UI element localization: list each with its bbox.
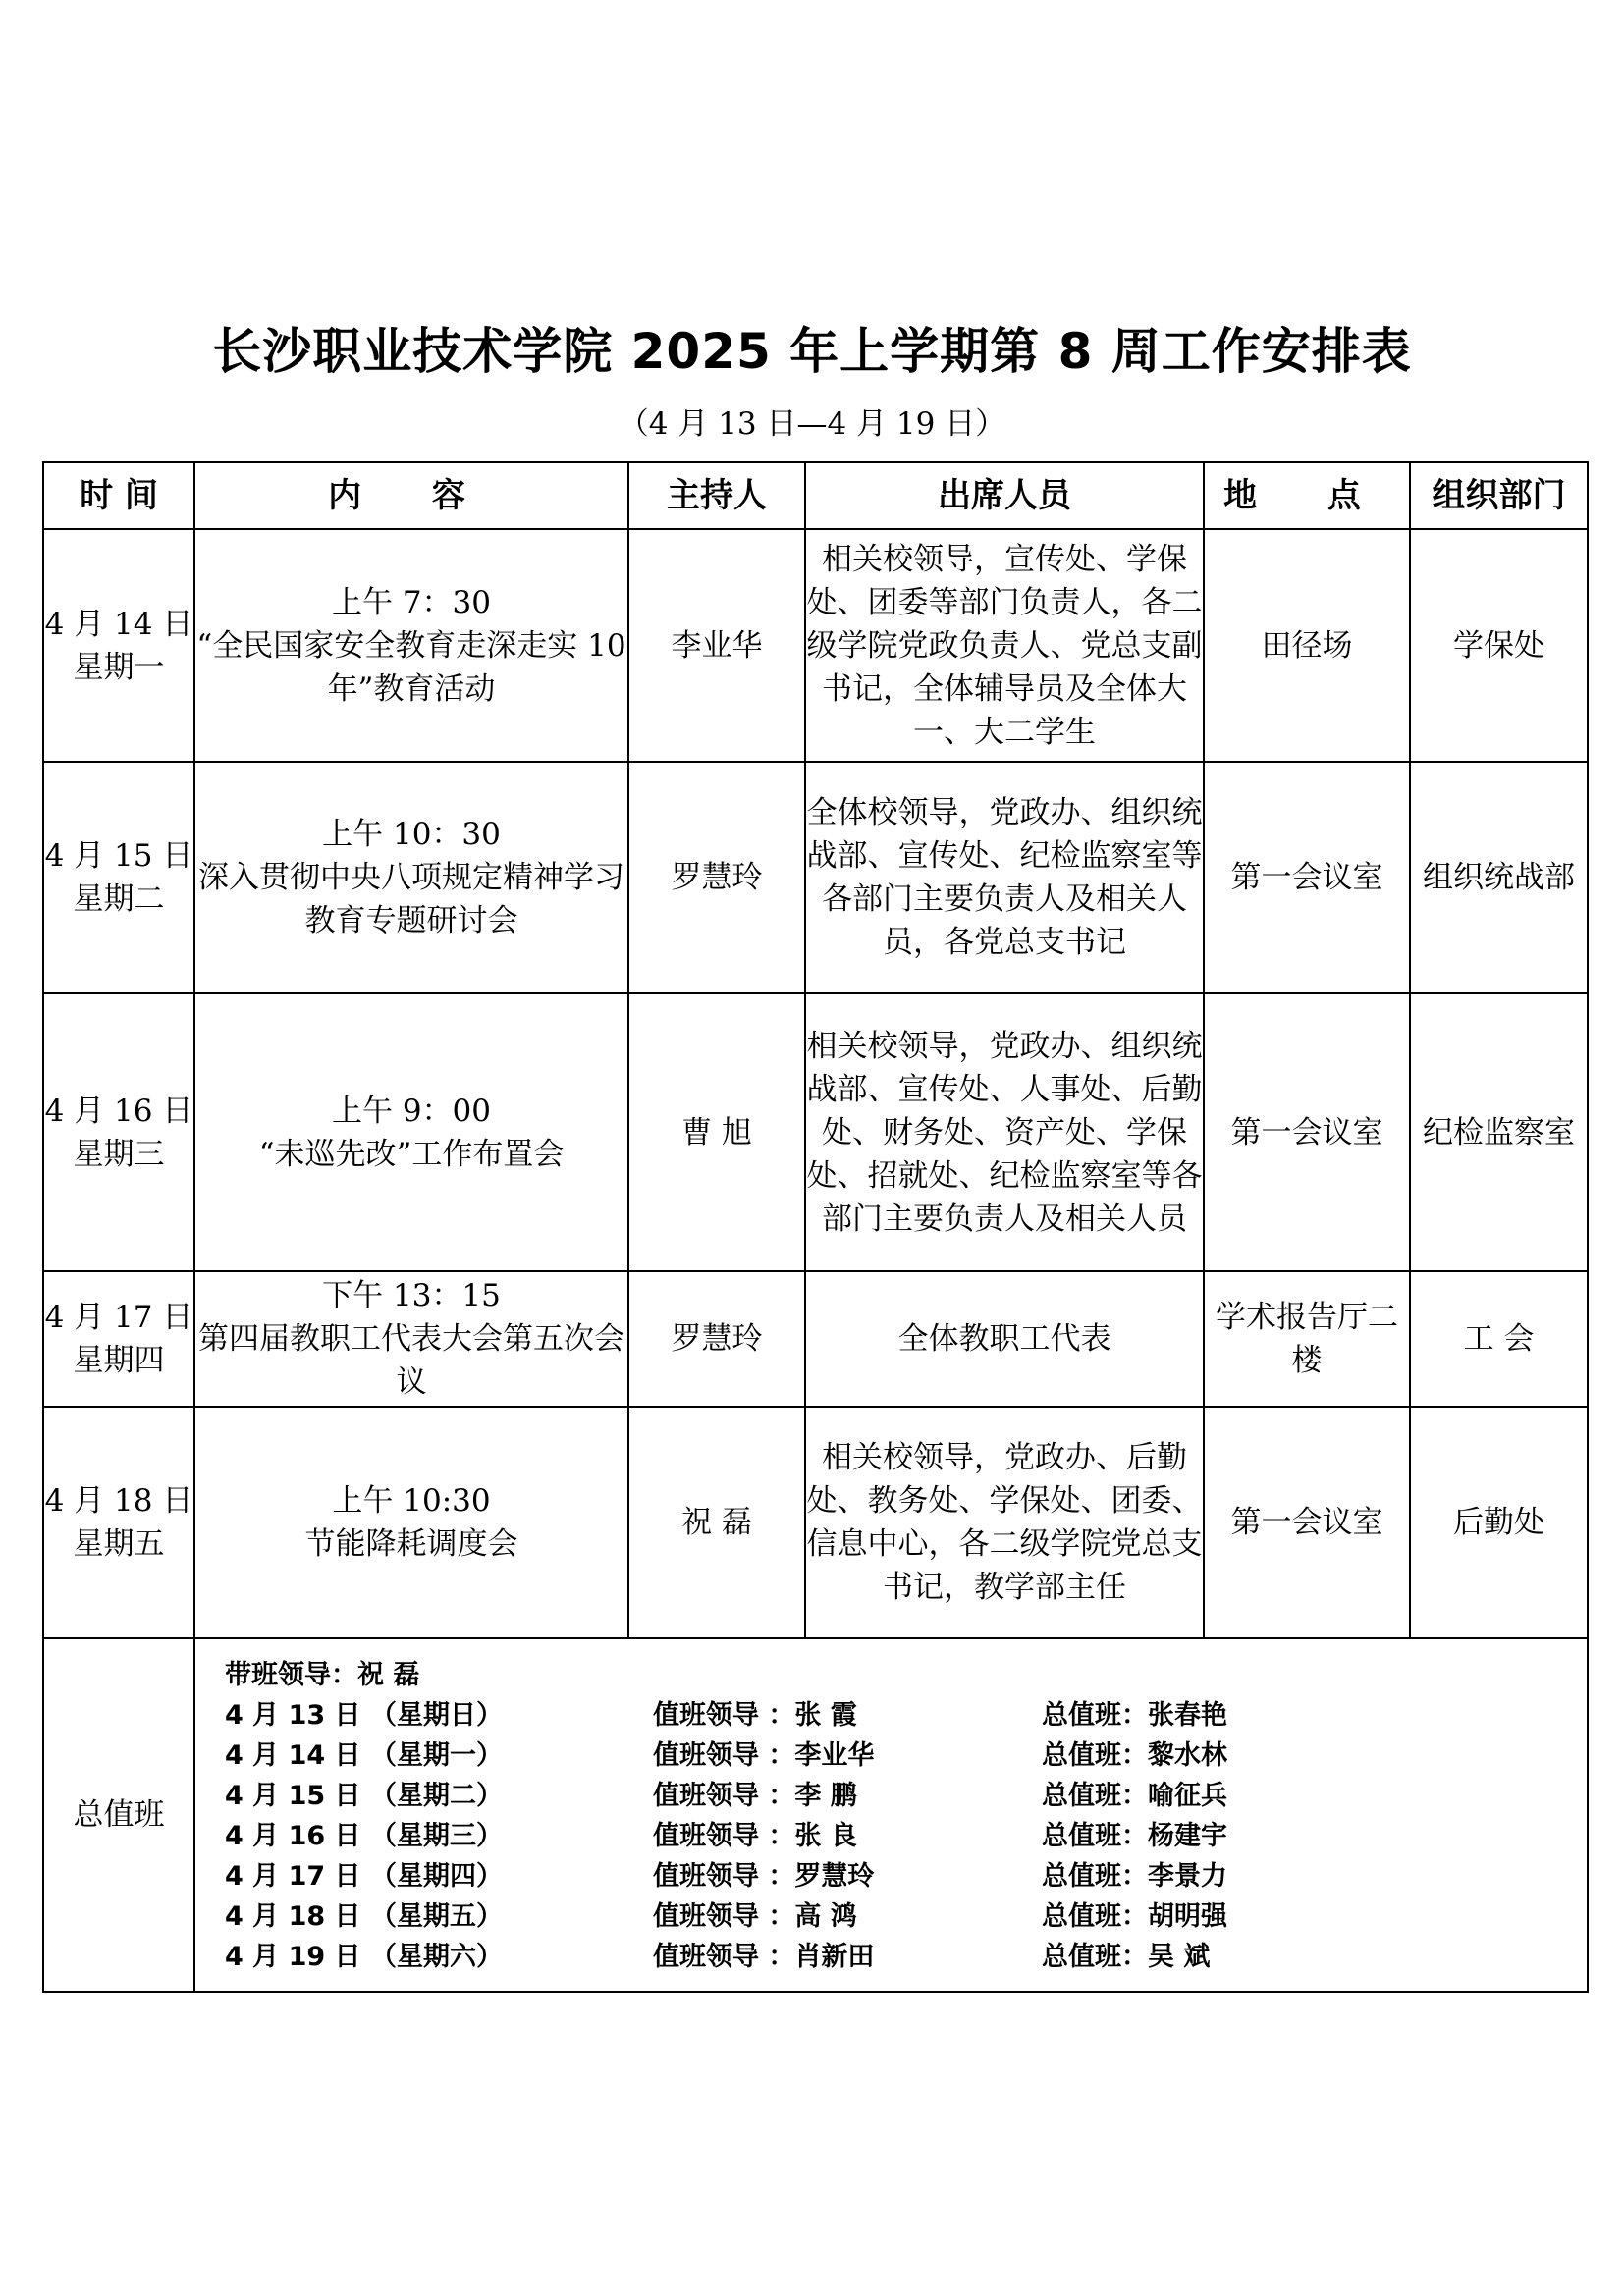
duty-entry [225,1776,1587,1816]
time: 下午 13：15 [322,1278,501,1313]
page-title: 长沙职业技术学院 2025 年上学期第 8 周工作安排表 [212,323,1412,380]
host-cell: 罗慧玲 [628,762,805,993]
weekday: 星期二 [73,881,165,917]
duty-row [43,1638,1588,1992]
duty-entry [225,1896,1587,1937]
host-cell: 曹 旭 [628,993,805,1271]
header-attendees: 出席人员 [805,462,1204,529]
content-cell [194,762,628,993]
header-content: 内 容 [194,462,628,529]
duty-day: 4 月 16 日 （星期三） [225,1821,503,1851]
host-cell: 李业华 [628,529,805,762]
header-time: 时 间 [43,462,194,529]
duty-chief: 总值班：李景力 [1042,1861,1227,1892]
leader-line: 带班领导：祝 磊 [225,1660,420,1690]
duty-label: 总值班 [43,1638,194,1992]
host-cell: 祝 磊 [628,1407,805,1638]
date-cell [43,1407,194,1638]
duty-day: 4 月 19 日 （星期六） [225,1942,503,1972]
location-cell: 第一会议室 [1204,762,1410,993]
department-cell: 纪检监察室 [1410,993,1588,1271]
time: 上午 7：30 [331,584,492,620]
department-cell: 工 会 [1410,1271,1588,1407]
date: 4 月 14 日 [44,606,193,642]
duty-leader: 值班领导 ：李 鹏 [653,1781,857,1811]
date: 4 月 15 日 [44,838,193,874]
weekday: 星期一 [73,649,165,685]
department-cell: 组织统战部 [1410,762,1588,993]
duty-leader: 值班领导 ：肖新田 [653,1942,875,1972]
host-cell: 罗慧玲 [628,1271,805,1407]
duty-entry [225,1735,1587,1776]
location-cell: 田径场 [1204,529,1410,762]
date-cell [43,1271,194,1407]
date: 4 月 18 日 [44,1483,193,1519]
date-cell [43,762,194,993]
duty-leader: 值班领导 ：张 霞 [653,1700,857,1731]
time: 上午 10：30 [322,817,501,852]
time: 上午 9：00 [331,1093,492,1129]
date: 4 月 16 日 [44,1093,193,1129]
time: 上午 10:30 [332,1483,491,1519]
header-location: 地 点 [1204,462,1410,529]
duty-chief: 总值班：黎水林 [1042,1740,1227,1771]
content: “未巡先改”工作布置会 [258,1136,565,1172]
duty-day: 4 月 18 日 （星期五） [225,1901,503,1932]
department-cell: 学保处 [1410,529,1588,762]
duty-entry [225,1695,1587,1735]
location-cell: 第一会议室 [1204,1407,1410,1638]
content-cell [194,1271,628,1407]
date-range: （4 月 13 日—4 月 19 日） [618,406,1006,442]
content: 节能降耗调度会 [304,1526,518,1562]
duty-day: 4 月 14 日 （星期一） [225,1740,503,1771]
duty-day: 4 月 17 日 （星期四） [225,1861,503,1892]
location-cell: 学术报告厅二 楼 [1204,1271,1410,1407]
duty-roster-cell [194,1638,1588,1992]
duty-day: 4 月 15 日 （星期二） [225,1781,503,1811]
date-cell [43,529,194,762]
header-row [43,462,1588,529]
schedule-table [42,461,1589,1993]
duty-chief: 总值班：张春艳 [1042,1700,1227,1731]
content: 第四届教职工代表大会第五次会议 [198,1321,624,1400]
duty-roster [195,1639,1587,1991]
table-row [43,1271,1588,1407]
content-cell [194,529,628,762]
date-cell [43,993,194,1271]
weekday: 星期四 [73,1343,165,1378]
location-cell: 第一会议室 [1204,993,1410,1271]
duty-leader: 值班领导 ：张 良 [653,1821,857,1851]
weekday: 星期五 [73,1526,165,1562]
table-row [43,762,1588,993]
duty-leader: 值班领导 ：高 鸿 [653,1901,857,1932]
table-row [43,993,1588,1271]
department-cell: 后勤处 [1410,1407,1588,1638]
duty-day: 4 月 13 日 （星期日） [225,1700,503,1731]
header-host: 主持人 [628,462,805,529]
content-cell [194,993,628,1271]
date: 4 月 17 日 [44,1300,193,1335]
attendees-cell: 相关校领导，党政办、后勤处、教务处、学保处、团委、信息中心，各二级学院党总支书记，教学部主任 [805,1407,1204,1638]
attendees-cell: 相关校领导，宣传处、学保处、团委等部门负责人，各二级学院党政负责人、党总支副书记，全体辅导员及全体大一、大二学生 [805,529,1204,762]
duty-entry [225,1816,1587,1856]
duty-chief: 总值班：杨建宇 [1042,1821,1227,1851]
duty-chief: 总值班：胡明强 [1042,1901,1227,1932]
table-row [43,529,1588,762]
weekday: 星期三 [73,1136,165,1172]
attendees-cell: 相关校领导，党政办、组织统战部、宣传处、人事处、后勤处、财务处、资产处、学保处、招就处、纪检监察室等各部门主要负责人及相关人员 [805,993,1204,1271]
duty-leader: 值班领导 ：李业华 [653,1740,875,1771]
table-row [43,1407,1588,1638]
duty-entry [225,1856,1587,1896]
duty-leader: 值班领导 ：罗慧玲 [653,1861,875,1892]
attendees-cell: 全体教职工代表 [805,1271,1204,1407]
content-cell [194,1407,628,1638]
header-department: 组织部门 [1410,462,1588,529]
content: 深入贯彻中央八项规定精神学习教育专题研讨会 [198,860,624,938]
attendees-cell: 全体校领导，党政办、组织统战部、宣传处、纪检监察室等各部门主要负责人及相关人员，各党总支书记 [805,762,1204,993]
content: “全民国家安全教育走深走实 10 年”教育活动 [196,627,626,707]
duty-chief: 总值班：喻征兵 [1042,1781,1227,1811]
duty-entry [225,1937,1587,1977]
duty-chief: 总值班：吴 斌 [1042,1942,1211,1972]
